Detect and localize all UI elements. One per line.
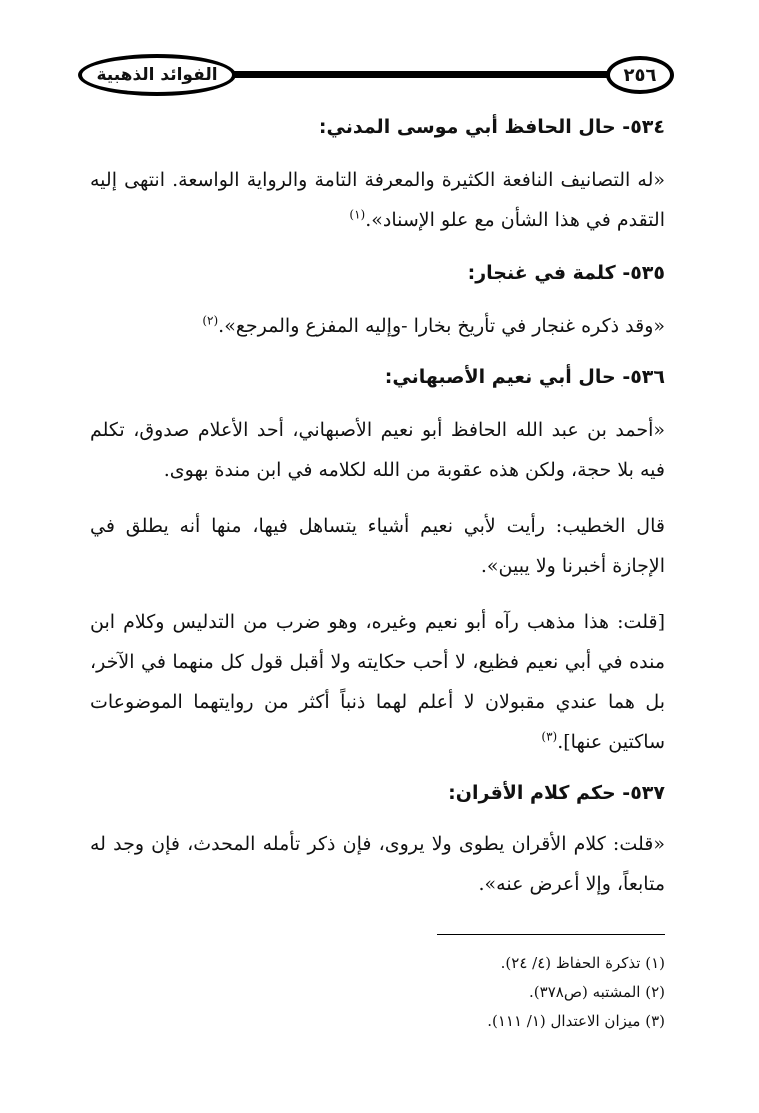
paragraph-text: «قلت: كلام الأقران يطوى ولا يروى، فإن ذكر تأمله المحدث، فإن وجد له متابعاً، وإلا أعرض عنه». <box>90 833 665 895</box>
section-heading: ٥٣٥- كلمة في غنجار: <box>467 262 665 284</box>
section-heading: ٥٣٤- حال الحافظ أبي موسى المدني: <box>318 116 665 138</box>
section-heading: ٥٣٦- حال أبي نعيم الأصبهاني: <box>384 366 665 388</box>
paragraph <box>90 306 665 346</box>
paragraph <box>90 824 665 904</box>
section-536 <box>90 362 665 762</box>
book-title <box>78 54 236 96</box>
section-537 <box>90 778 665 904</box>
footnotes <box>95 934 665 1036</box>
footnote: (٣) ميزان الاعتدال (١/ ١١١). <box>487 1012 665 1030</box>
paragraph-text: «أحمد بن عبد الله الحافظ أبو نعيم الأصبهاني، أحد الأعلام صدوق، تكلم فيه بلا حجة، ولكن هذه عقوبة من الله لكلامه في ابن مندة بهوى. <box>90 419 665 481</box>
book-title-text: الفوائد الذهبية <box>96 65 218 85</box>
page-number <box>606 56 674 94</box>
footnote-separator <box>437 934 665 935</box>
page-number-text: ٢٥٦ <box>623 64 657 86</box>
header-rule <box>228 71 612 78</box>
footnote: (٢) المشتبه (ص٣٧٨). <box>529 983 665 1001</box>
paragraph-text: «وقد ذكره غنجار في تأريخ بخارا -وإليه المفزع والمرجع». <box>218 315 665 337</box>
footnote-ref: (١) <box>349 207 366 222</box>
page-header <box>78 52 674 100</box>
section-534 <box>90 112 665 240</box>
paragraph <box>90 410 665 490</box>
paragraph-text: [قلت: هذا مذهب رآه أبو نعيم وغيره، وهو ضرب من التدليس وكلام ابن منده في أبي نعيم فظيع، لا أحب حكايته ولا أقبل قول كل منهما في الآخر، بل هما عندي مقبولان لا أعلم لهما ذنباً أكثر من روايتهما الموضوعات ساكتين عنها]. <box>90 611 665 753</box>
section-heading: ٥٣٧- حكم كلام الأقران: <box>448 782 665 804</box>
paragraph <box>90 602 665 762</box>
paragraph <box>90 506 665 586</box>
footnote-ref: (٢) <box>202 313 219 328</box>
footnote-ref: (٣) <box>541 729 558 744</box>
section-535 <box>90 258 665 346</box>
paragraph-text: «له التصانيف النافعة الكثيرة والمعرفة التامة والرواية الواسعة. انتهى إليه التقدم في هذا الشأن مع علو الإسناد». <box>90 169 665 231</box>
paragraph <box>90 160 665 240</box>
paragraph-text: قال الخطيب: رأيت لأبي نعيم أشياء يتساهل فيها، منها أنه يطلق في الإجازة أخبرنا ولا يبين». <box>90 515 665 577</box>
footnote: (١) تذكرة الحفاظ (٤/ ٢٤). <box>500 954 665 972</box>
